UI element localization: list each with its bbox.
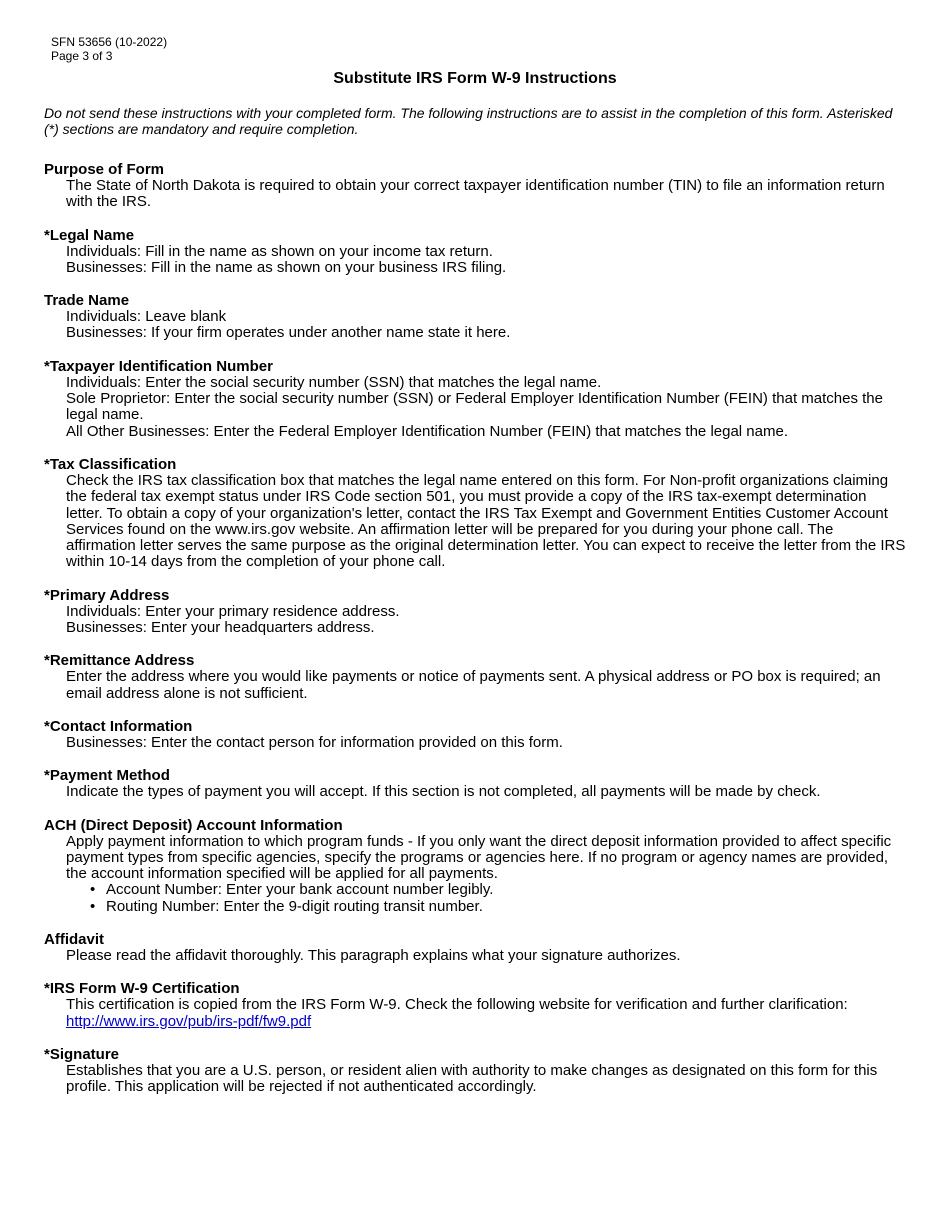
page-title: Substitute IRS Form W-9 Instructions: [333, 70, 617, 87]
section-text: Individuals: Enter the social security number (SSN) that matches the legal name.: [66, 373, 602, 391]
section-text: Businesses: Enter the contact person for information provided on this form.: [66, 733, 563, 751]
bullet-icon: •: [90, 897, 96, 915]
section-heading: Affidavit: [44, 931, 104, 949]
section-text: Businesses: Fill in the name as shown on your business IRS filing.: [66, 258, 507, 276]
intro-note: Do not send these instructions with your completed form. The following instructions are to assist in the completion of this form. Asterisked (*) sections are mandatory and require completion.: [44, 105, 893, 137]
section-text: Businesses: If your firm operates under another name state it here.: [66, 324, 511, 342]
section-heading: Trade Name: [44, 292, 130, 310]
section-heading: Purpose of Form: [44, 161, 165, 178]
section-ach: [44, 818, 906, 915]
section-contact-information: [44, 719, 906, 751]
section-text: Indicate the types of payment you will accept. If this section is not completed, all payments will be made by check.: [66, 783, 821, 801]
section-trade-name: [44, 293, 906, 342]
section-heading: *IRS Form W-9 Certification: [44, 980, 240, 998]
section-remittance-address: [44, 653, 906, 702]
section-text: Individuals: Enter your primary residence address.: [66, 602, 400, 620]
section-legal-name: [44, 228, 906, 277]
section-heading: *Legal Name: [44, 226, 135, 244]
ach-bullet-list: [44, 882, 906, 915]
list-item-text: Routing Number: Enter the 9-digit routing transit number.: [106, 897, 483, 915]
section-link-line: [44, 1014, 906, 1030]
instruction-sections: [44, 162, 906, 1113]
section-payment-method: [44, 768, 906, 800]
section-text: Please read the affidavit thoroughly. This paragraph explains what your signature authorizes.: [66, 947, 681, 965]
section-heading: *Primary Address: [44, 586, 170, 604]
section-text: The State of North Dakota is required to obtain your correct taxpayer identification number (TIN) to file an information return with the IRS.: [66, 177, 885, 211]
section-text: Businesses: Enter your headquarters address.: [66, 619, 375, 637]
section-text: All Other Businesses: Enter the Federal Employer Identification Number (FEIN) that matches the legal name.: [66, 422, 788, 440]
section-text: Establishes that you are a U.S. person, or resident alien with authority to make changes as designated on this form for this profile. This application will be rejected if not authenticated accordingly.: [66, 1061, 878, 1096]
form-id-block: [51, 35, 167, 63]
page-number: Page 3 of 3: [51, 49, 113, 63]
form-number: SFN 53656 (10-2022): [51, 35, 168, 49]
bullet-icon: •: [90, 881, 96, 899]
section-heading: *Taxpayer Identification Number: [44, 357, 273, 375]
section-signature: [44, 1047, 906, 1096]
list-item: [90, 897, 906, 915]
irs-w9-link[interactable]: http://www.irs.gov/pub/irs-pdf/fw9.pdf: [66, 1012, 312, 1030]
section-tax-classification: [44, 457, 906, 571]
section-heading: *Tax Classification: [44, 455, 177, 473]
section-w9-certification: [44, 981, 906, 1030]
section-tin: [44, 359, 906, 440]
section-heading: *Signature: [44, 1045, 120, 1063]
section-text: Individuals: Fill in the name as shown on your income tax return.: [66, 242, 493, 260]
section-heading: *Remittance Address: [44, 652, 195, 670]
list-item-text: Account Number: Enter your bank account number legibly.: [106, 881, 494, 899]
section-text: Check the IRS tax classification box that matches the legal name entered on this form. For Non-profit organizations claiming the federal tax exempt status under IRS Code section 501, you must provide a copy of the IRS tax-exempt determination letter. To obtain a copy of your organization's letter, contact the IRS Tax Exempt and Government Entities Customer Account Services found on the www.irs.gov website. An affirmation letter will be prepared for you during your phone call. The affirmation letter serves the same purpose as the original determination letter. You can expect to receive the letter from the IRS within 10-14 days from the completion of your phone call.: [66, 471, 906, 571]
section-primary-address: [44, 588, 906, 637]
section-text: Individuals: Leave blank: [66, 308, 227, 326]
section-affidavit: [44, 932, 906, 964]
section-heading: ACH (Direct Deposit) Account Information: [44, 816, 343, 834]
section-heading: *Contact Information: [44, 717, 193, 735]
section-text: Apply payment information to which program funds - If you only want the direct deposit information provided to affect specific payment types from specific agencies, specify the programs or agencies here. If no program or agency names are provided, the account information specified will be applied for all payments.: [66, 832, 892, 883]
section-text: Enter the address where you would like payments or notice of payments sent. A physical address or PO box is required; an email address alone is not sufficient.: [66, 668, 881, 702]
section-heading: *Payment Method: [44, 767, 170, 785]
section-purpose: [44, 162, 906, 211]
section-text: This certification is copied from the IRS Form W-9. Check the following website for verification and further clarification:: [66, 996, 848, 1014]
section-text: Sole Proprietor: Enter the social security number (SSN) or Federal Employer Identification Number (FEIN) that matches the legal name.: [66, 390, 883, 424]
list-item: [90, 881, 906, 899]
